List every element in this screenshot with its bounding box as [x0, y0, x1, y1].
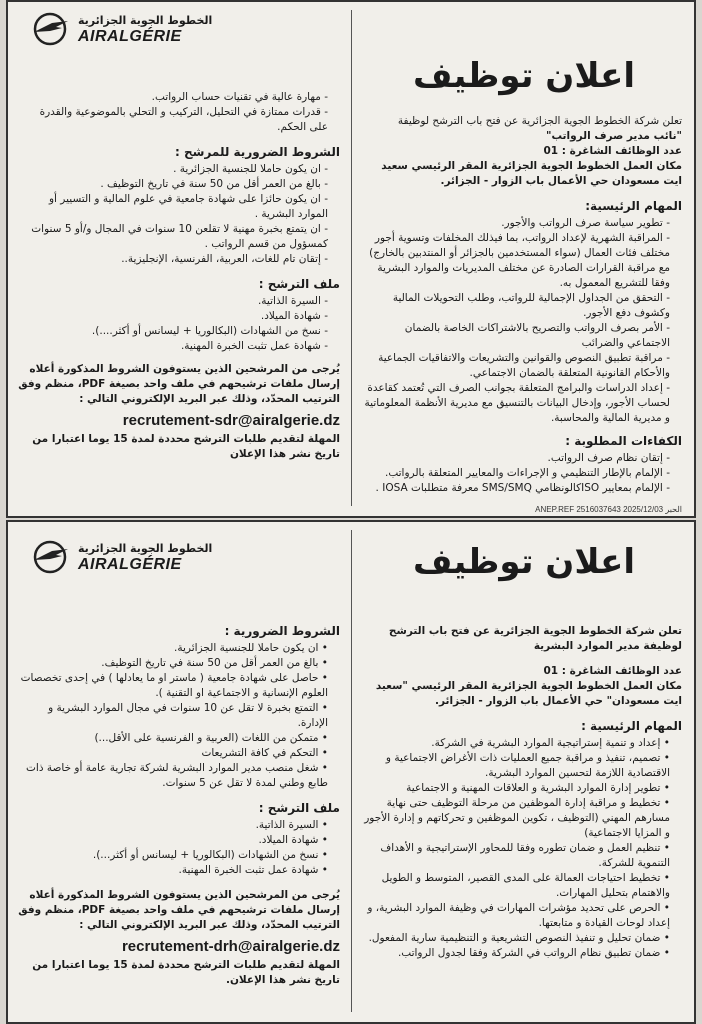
list-item: • التمتع بخبرة لا تقل عن 10 سنوات في مجال الموارد البشرية و الإدارة. — [18, 701, 328, 731]
list-item: - التحقق من الجداول الإجمالية للرواتب، وطلب التحويلات المالية وكشوف دفع الأجور. — [362, 291, 670, 321]
list-item: - الأمر بصرف الرواتب والتصريح بالاشتراكات الخاصة بالضمان الاجتماعي والضرائب — [362, 321, 670, 351]
ad1-conditions-list — [18, 162, 340, 267]
list-item: - بالغ من العمر أقل من 50 سنة في تاريخ التوظيف . — [18, 177, 328, 192]
list-item: - الإلمام بالإطار التنظيمي و الإجراءات والمعايير المتعلقة بالرواتب. — [362, 466, 670, 481]
list-item: - المراقبة الشهرية لإعداد الرواتب، بما فيذلك المخلفات وتسوية أجور مختلف فئات العمال (سواء المستخدمين بالجزائر أو المنتدبين بالخارج) مع مراقبة القرارات الصادرة عن مختلف المديريات والموارد البشرية وفقا للتشريع المعمول به. — [362, 231, 670, 291]
list-item: - إعداد الدراسات والبرامج المتعلقة بجوانب الصرف التي تُعتمد كقاعدة لحساب الأجور، وإدخال البيانات بالتنسيق مع مديرية الأنظمة المعلوماتية و مديرية المالية والمحاسبة. — [362, 381, 670, 426]
list-item: • تنظيم العمل و ضمان تطوره وفقا للمحاور الإستراتيجية و الأهداف التنموية للشركة. — [362, 841, 670, 871]
ad2-body-left — [18, 620, 340, 988]
brand-name-latin: AIRALGÉRIE — [78, 28, 182, 45]
ad1-title: اعلان توظيف — [412, 56, 636, 96]
list-item: - مراقبة تطبيق النصوص والقوانين والتشريعات والاتفاقيات الجماعية والأحكام القانونية المتعلقة بالضمان الاجتماعي. — [362, 351, 670, 381]
ad1-apply-text: يُرجى من المرشحين الذين يستوفون الشروط المذكورة أعلاه إرسال ملفات ترشيحهم في ملف واحد بصيغة PDF، منظم وفق الترتيب المحدّد، وذلك عبر البريد الإلكتروني التالي : — [18, 363, 340, 405]
airalgerie-crane-logo-icon — [28, 540, 72, 574]
ad1-positions: عدد الوظائف الشاغرة : 01 — [543, 145, 682, 157]
ad2-workplace: مكان العمل الخطوط الجوية الجزائرية المقر الرئيسي "سعيد ايت مسعودان" حي الأعمال باب الزوار - الجزائر. — [375, 680, 682, 707]
list-item: • تخطيط احتياجات العمالة على المدى القصير، المتوسط و الطويل والاهتمام بتحليل المهارات. — [362, 871, 670, 901]
ad2-file-heading: ملف الترشح : — [258, 801, 340, 815]
list-item: • إعداد و تنمية إستراتيجية الموارد البشرية في الشركة. — [362, 736, 670, 751]
ad1-body-right — [362, 114, 682, 496]
list-item: • السيرة الذاتية. — [18, 818, 328, 833]
list-item: • شهادة عمل تثبت الخبرة المهنية. — [18, 863, 328, 878]
ad2-body-right — [362, 624, 682, 961]
ad1-job-title: "نائب مدير صرف الرواتب" — [545, 130, 682, 142]
list-item: - ان يتمتع بخبرة مهنية لا تقلعن 10 سنوات في المجال و/أو 5 سنوات كمسؤول من قسم الرواتب . — [18, 222, 328, 252]
list-item: • نسخ من الشهادات (البكالوريا + ليسانس أو أكثر...). — [18, 848, 328, 863]
list-item: - نسخ من الشهادات (البكالوريا + ليسانس أو أكثر....). — [18, 324, 328, 339]
list-item: • شغل منصب مدير الموارد البشرية لشركة تجارية عامة أو خاصة ذات طابع وطني لمدة لا تقل عن 5 سنوات. — [18, 761, 328, 791]
ad1-skills-more-list — [18, 90, 340, 135]
job-ad-hr — [6, 520, 696, 1024]
list-item: - ان يكون حاملا للجنسية الجزائرية . — [18, 162, 328, 177]
list-item: - السيرة الذاتية. — [18, 294, 328, 309]
list-item: • التحكم في كافة التشريعات — [18, 746, 328, 761]
list-item: • حاصل على شهادة جامعية ( ماستر او ما يعادلها ) في إحدى تخصصات العلوم الإنسانية و الاجتماعية او التقنية ). — [18, 671, 328, 701]
list-item: - تطوير سياسة صرف الرواتب والأجور. — [362, 216, 670, 231]
list-item: - مهارة عالية في تقنيات حساب الرواتب. — [18, 90, 328, 105]
ad1-workplace: مكان العمل الخطوط الجوية الجزائرية المقر الرئيسي سعيد ايت مسعودان حي الأعمال باب الزوار - الجزائر. — [381, 160, 682, 187]
list-item: • ان يكون حاملا للجنسية الجزائرية. — [18, 641, 328, 656]
brand-name-arabic: الخطوط الجوية الجزائرية — [78, 14, 213, 27]
list-item: - شهادة الميلاد. — [18, 309, 328, 324]
airalgerie-logo — [20, 12, 220, 48]
ad2-deadline: المهلة لتقديم طلبات الترشح محددة لمدة 15 يوما اعتبارا من تاريخ نشر هذا الإعلان. — [32, 959, 340, 986]
list-item: • شهادة الميلاد. — [18, 833, 328, 848]
ad2-tasks-heading: المهام الرئيسية : — [581, 719, 682, 733]
ad2-right-column — [354, 522, 694, 1022]
list-item: • الحرص على تحديد مؤشرات المهارات في وظيفة الموارد البشرية، و إعداد لوحات القيادة و متابعتها. — [362, 901, 670, 931]
ad1-conditions-heading: الشروط الضرورية للمرشح : — [175, 145, 340, 159]
airalgerie-logo — [20, 540, 220, 576]
ad1-right-column — [354, 2, 694, 516]
column-divider — [351, 10, 352, 506]
list-item: • بالغ من العمر أقل من 50 سنة في تاريخ التوظيف. — [18, 656, 328, 671]
ad2-tasks-list — [362, 736, 682, 961]
ad1-left-column — [8, 2, 348, 516]
ad1-tasks-list — [362, 216, 682, 426]
ad2-title: اعلان توظيف — [412, 542, 636, 582]
list-item: - إتقان تام للغات، العربية، الفرنسية، الإنجليزية.. — [18, 252, 328, 267]
list-item: • متمكن من اللغات (العربية و الفرنسية على الأقل...) — [18, 731, 328, 746]
list-item: - إتقان نظام صرف الرواتب. — [362, 451, 670, 466]
list-item: • تخطيط و مراقبة إدارة الموظفين من مرحلة التوظيف حتى نهاية مسارهم المهني (التوظيف ، تكوين الموظفين و تحركاتهم و إدارة الأجور و المزايا الاجتماعية) — [362, 796, 670, 841]
list-item: • ضمان تحليل و تنفيذ النصوص التشريعية و التنظيمية سارية المفعول. — [362, 931, 670, 946]
list-item: - قدرات ممتازة في التحليل، التركيب و التحلي بالموضوعية والقدرة على الحكم. — [18, 105, 328, 135]
ad2-positions: عدد الوظائف الشاغرة : 01 — [543, 665, 682, 677]
list-item: • ضمان تطبيق نظام الرواتب في الشركة وفقا لجدول الرواتب. — [362, 946, 670, 961]
ad2-conditions-heading: الشروط الضرورية : — [224, 624, 340, 638]
ad1-body-left — [18, 90, 340, 462]
ad1-email-link[interactable]: recrutement-sdr@airalgerie.dz — [122, 412, 340, 429]
ad1-file-heading: ملف الترشح : — [258, 277, 340, 291]
column-divider — [351, 530, 352, 1012]
list-item: - ان يكون حائزا على شهادة جامعية في علوم المالية و التسيير أو الموارد البشرية . — [18, 192, 328, 222]
ad1-file-list — [18, 294, 340, 354]
ad1-footer-ref: ANEP.REF 2516037643 2025/12/03 الحبر — [535, 505, 682, 514]
ad2-apply-text: يُرجى من المرشحين الذين يستوفون الشروط المذكورة أعلاه إرسال ملفات ترشيحهم في ملف واحد بصيغة PDF، منظم وفق الترتيب المحدّد، وذلك عبر البريد الإلكتروني التالي : — [18, 889, 340, 931]
ad2-conditions-list — [18, 641, 340, 791]
brand-name-latin: AIRALGÉRIE — [78, 556, 182, 573]
ad1-tasks-heading: المهام الرئيسية: — [585, 199, 682, 213]
list-item: • تطوير إدارة الموارد البشرية و العلاقات المهنية و الاجتماعية — [362, 781, 670, 796]
brand-name-arabic: الخطوط الجوية الجزائرية — [78, 542, 213, 555]
ad1-intro: تعلن شركة الخطوط الجوية الجزائرية عن فتح باب الترشح لوظيفة — [397, 115, 682, 127]
ad1-deadline: المهلة لتقديم طلبات الترشح محددة لمدة 15 يوما اعتبارا من تاريخ نشر هذا الإعلان — [32, 433, 340, 460]
airalgerie-crane-logo-icon — [28, 12, 72, 46]
list-item: - الإلمام بمعايير ISOكالونظامي SMS/SMQ معرفة متطلبات IOSA . — [362, 481, 670, 496]
ad1-skills-heading: الكفاءات المطلوبة : — [565, 434, 682, 448]
list-item: - شهادة عمل تثبت الخبرة المهنية. — [18, 339, 328, 354]
ad2-intro: تعلن شركة الخطوط الجوية الجزائرية عن فتح باب الترشح لوظيفة مدير الموارد البشرية — [388, 625, 682, 652]
ad2-file-list — [18, 818, 340, 878]
ad2-left-column — [8, 522, 348, 1022]
ad2-email-link[interactable]: recrutement-drh@airalgerie.dz — [121, 938, 340, 955]
list-item: • تصميم، تنفيذ و مراقبة جميع العمليات ذات الأغراض الاجتماعية و الاقتصادية اللازمة لتحسين الموارد البشرية. — [362, 751, 670, 781]
job-ad-finance — [6, 0, 696, 518]
ad1-skills-list — [362, 451, 682, 496]
